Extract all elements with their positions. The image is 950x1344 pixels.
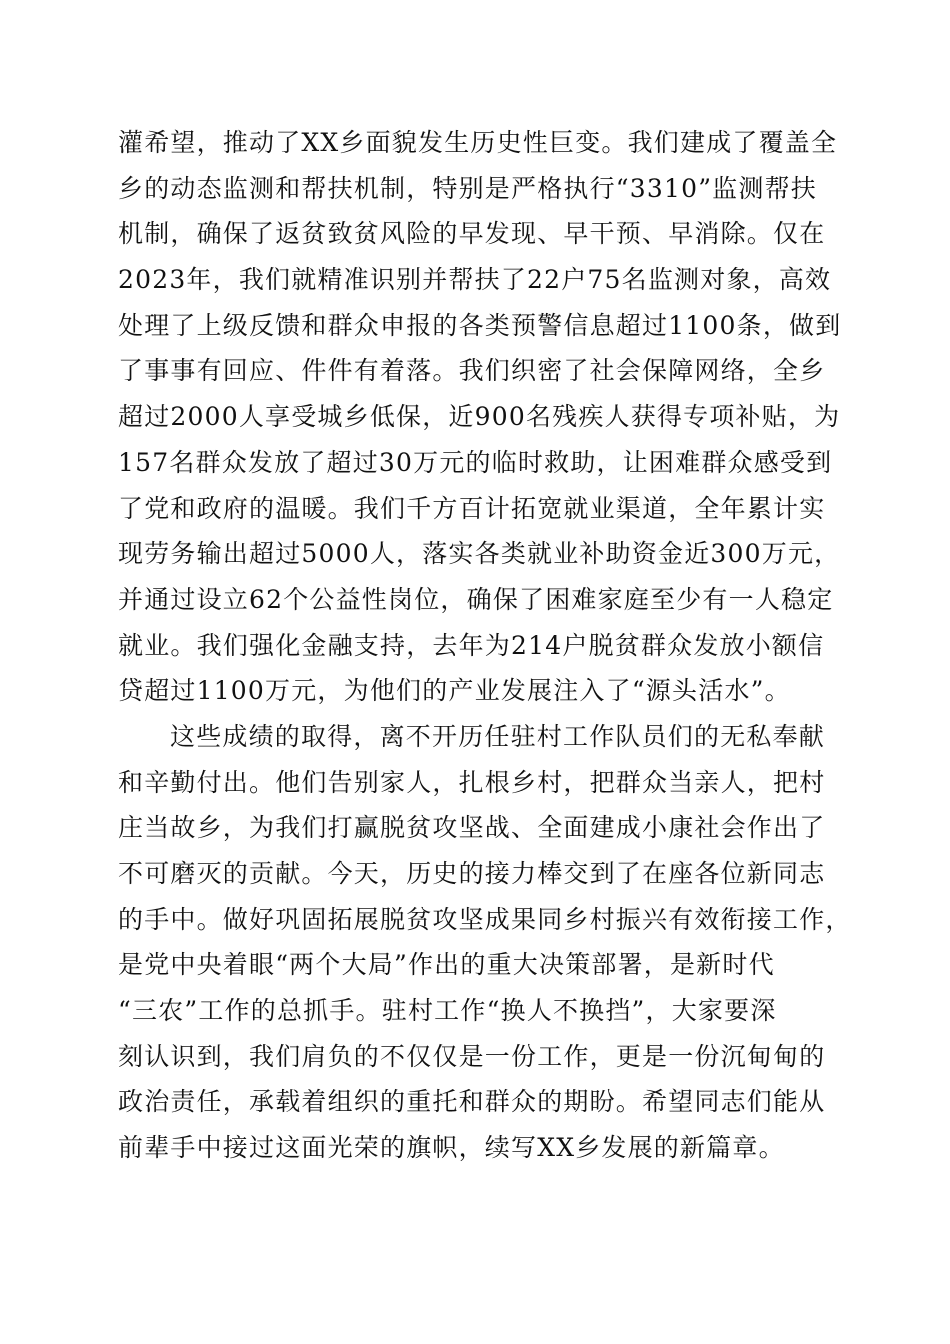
paragraph-line: 了党和政府的温暖。我们千方百计拓宽就业渠道，全年累计实	[118, 493, 826, 523]
paragraph-line: 前辈手中接过这面光荣的旗帜，续写XX乡发展的新篇章。	[118, 1133, 785, 1163]
paragraph-line: 乡的动态监测和帮扶机制，特别是严格执行“3310”监测帮扶	[118, 173, 817, 203]
paragraph-line: 和辛勤付出。他们告别家人，扎根乡村，把群众当亲人，把村	[118, 767, 826, 797]
paragraph-line: 2023年，我们就精准识别并帮扶了22户75名监测对象，高效	[118, 265, 832, 295]
paragraph-line: 不可磨灭的贡献。今天，历史的接力棒交到了在座各位新同志	[118, 859, 826, 888]
paragraph-line: 灌希望，推动了XX乡面貌发生历史性巨变。我们建成了覆盖全	[118, 128, 838, 157]
paragraph-line: 的手中。做好巩固拓展脱贫攻坚成果同乡村振兴有效衔接工作，	[118, 904, 852, 934]
paragraph-line: 刻认识到，我们肩负的不仅仅是一份工作，更是一份沉甸甸的	[118, 1041, 826, 1071]
paragraph-line: 贷超过1100万元，为他们的产业发展注入了“源头活水”。	[118, 676, 791, 706]
paragraph-2	[118, 714, 852, 1171]
paragraph-line: 157名群众发放了超过30万元的临时救助，让困难群众感受到	[118, 447, 833, 477]
paragraph-line: 这些成绩的取得，离不开历任驻村工作队员们的无私奉献	[170, 721, 826, 751]
paragraph-line: 了事事有回应、件件有着落。我们织密了社会保障网络，全乡	[118, 356, 826, 386]
paragraph-line: 机制，确保了返贫致贫风险的早发现、早干预、早消除。仅在	[118, 219, 826, 249]
paragraph-line: 就业。我们强化金融支持，去年为214户脱贫群众发放小额信	[118, 630, 825, 660]
paragraph-line: 处理了上级反馈和群众申报的各类预警信息超过1100条，做到	[118, 310, 842, 340]
document-body	[118, 120, 852, 1171]
paragraph-line: 超过2000人享受城乡低保，近900名残疾人获得专项补贴，为	[118, 402, 841, 432]
paragraph-line: “三农”工作的总抓手。驻村工作“换人不换挡”，大家要深	[118, 996, 777, 1026]
paragraph-line: 政治责任，承载着组织的重托和群众的期盼。希望同志们能从	[118, 1087, 826, 1117]
paragraph-line: 并通过设立62个公益性岗位，确保了困难家庭至少有一人稳定	[118, 584, 834, 614]
paragraph-1	[118, 120, 842, 714]
paragraph-line: 庄当故乡，为我们打赢脱贫攻坚战、全面建成小康社会作出了	[118, 813, 826, 843]
paragraph-line: 现劳务输出超过5000人，落实各类就业补助资金近300万元，	[118, 539, 841, 569]
paragraph-line: 是党中央着眼“两个大局”作出的重大决策部署，是新时代	[118, 950, 775, 980]
